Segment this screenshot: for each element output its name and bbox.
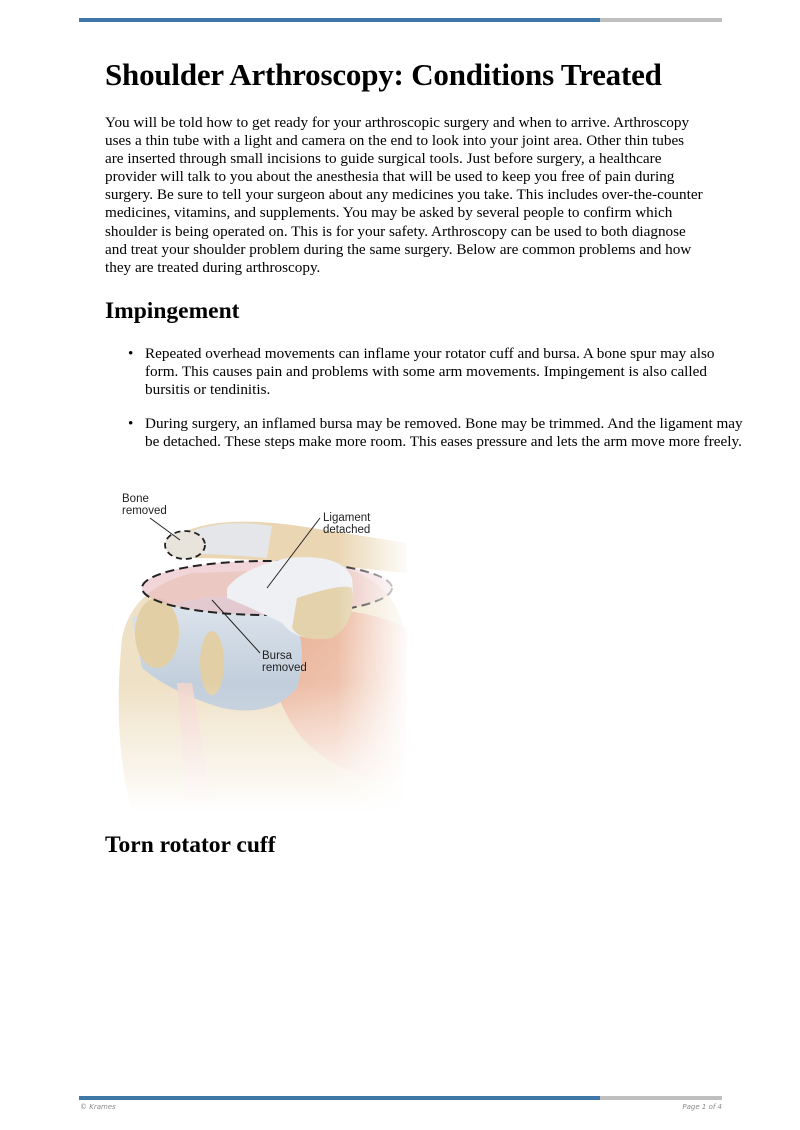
header-bar-accent: [79, 18, 600, 22]
label-line: Ligament: [323, 512, 371, 524]
label-bursa-removed: [262, 650, 307, 674]
label-ligament-detached: [323, 512, 370, 536]
bullet-icon: •: [128, 345, 134, 362]
section-heading-torn-rotator-cuff: Torn rotator cuff: [105, 832, 276, 858]
bullet-icon: •: [128, 415, 134, 433]
label-line: Bursa: [262, 650, 293, 662]
shoulder-impingement-illustration: [112, 488, 412, 813]
label-line: removed: [122, 505, 167, 517]
footer-page-number: Page 1 of 4: [682, 1103, 722, 1111]
list-item-text: During surgery, an inflamed bursa may be removed. Bone may be trimmed. And the ligament may be detached. These steps make more room. This eases pressure and lets the arm move more freely.: [145, 415, 743, 451]
footer-copyright: © Krames: [80, 1103, 116, 1111]
section-heading-impingement: Impingement: [105, 298, 240, 324]
page-title: Shoulder Arthroscopy: Conditions Treated: [105, 57, 662, 92]
footer-bar-track: [600, 1096, 722, 1100]
intro-paragraph: You will be told how to get ready for your arthroscopic surgery and when to arrive. Arthroscopy uses a thin tube with a light and camera on the end to look into your joint area. Other thin tubes are inserted through small incisions to guide surgical tools. Just before surgery, a healthcare provider will talk to you about the anesthesia that will be used to keep you free of pain during surgery. Be sure to tell your surgeon about any medicines you take. This includes over-the-counter medicines, vitamins, and supplements. You may be asked by several people to confirm which shoulder is being operated on. This is for your safety. Arthroscopy can be used to both diagnose and treat your shoulder problem during the same surgery. Below are common problems and how they are treated during arthroscopy.: [105, 114, 703, 276]
label-line: detached: [323, 524, 371, 536]
label-line: removed: [262, 662, 307, 674]
header-progress-bar: [79, 18, 722, 22]
header-bar-track: [600, 18, 722, 22]
footer-progress-bar: [79, 1096, 722, 1100]
label-line: Bone: [122, 493, 149, 505]
footer-bar-accent: [79, 1096, 600, 1100]
list-item-text: Repeated overhead movements can inflame your rotator cuff and bursa. A bone spur may also form. This causes pain and problems with some arm movements. Impingement is also called bursitis or tendinitis.: [145, 345, 715, 399]
list-item: [128, 415, 745, 451]
list-item: [128, 345, 745, 399]
impingement-bullet-list: [105, 345, 745, 467]
label-bone-removed: [122, 493, 167, 517]
